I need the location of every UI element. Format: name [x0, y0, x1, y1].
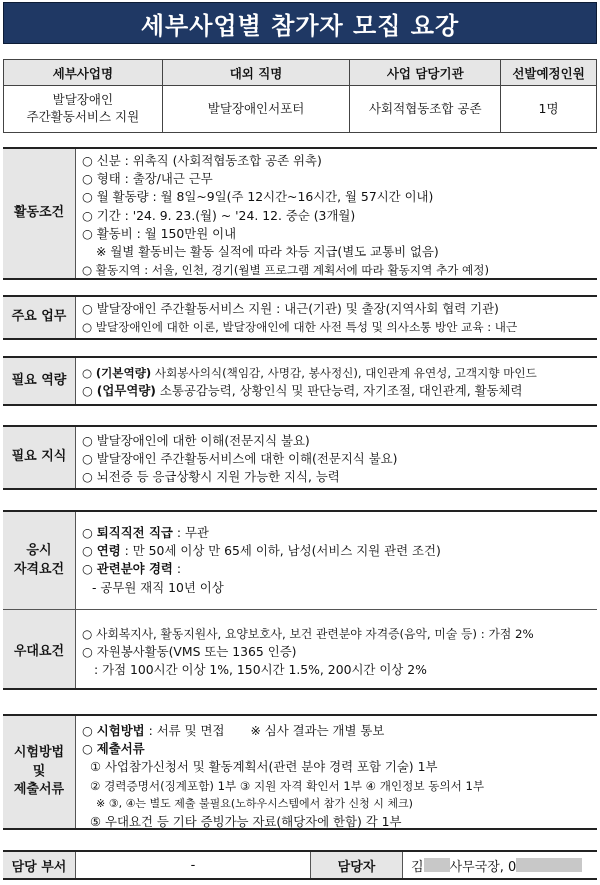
- competency-basic-text: 사회봉사의식(책임감, 사명감, 봉사정신), 대인관계 유연성, 고객지향 마인드: [151, 366, 537, 380]
- project-name-cell: [4, 86, 163, 133]
- footer-contact-value: [403, 852, 597, 878]
- competency-basic: ○ (기본역량) 사회봉사의식(책임감, 사명감, 봉사정신), 대인관계 유연성, 고객지향 마인드: [82, 366, 537, 380]
- competency-work-text: 소통공감능력, 상황인식 및 판단능력, 자기조절, 대인관계, 활동체력: [155, 383, 523, 399]
- exam-doc-line: ⑤ 우대요건 등 기타 증빙가능 자료(해당자에 한함) 각 1부: [90, 813, 402, 828]
- eligibility-career-detail: - 공무원 재직 10년 이상: [92, 579, 224, 595]
- section-preference-label: 우대요건: [3, 610, 76, 688]
- exam-label-line3: 제출서류: [13, 782, 65, 798]
- position-cell: 발달장애인서포터: [162, 86, 350, 133]
- header-count: 선발예정인원: [501, 60, 597, 86]
- redacted-phone: [516, 858, 582, 872]
- section-knowledge: [3, 425, 597, 490]
- eligibility-rank: ○ 퇴직직전 직급 : 무관: [82, 525, 209, 540]
- knowledge-line: ○ 뇌전증 등 응급상황시 지원 가능한 지식, 능력: [82, 469, 340, 485]
- eligibility-label-line2: 자격요건: [13, 561, 65, 577]
- header-project: 세부사업명: [4, 60, 163, 86]
- exam-doc-line: ① 사업참가신청서 및 활동계획서(관련 분야 경력 포함 기술) 1부: [90, 759, 438, 775]
- activity-line: ○ 월 활동량 : 월 8일~9일(주 12시간~16시간, 월 57시간 이내): [82, 189, 434, 205]
- exam-docs: ○ 제출서류: [82, 741, 145, 757]
- exam-doc-note: ※ ③, ④는 별도 제출 불필요(노하우시스템에서 참가 신청 시 체크): [96, 796, 413, 810]
- section-preference-body: [76, 610, 597, 688]
- section-eligibility: [3, 510, 597, 610]
- activity-line: ○ 기간 : '24. 9. 23.(월) ~ '24. 12. 중순 (3개월): [82, 207, 356, 223]
- knowledge-line: ○ 발달장애인 주간활동서비스에 대한 이해(전문지식 불요): [82, 451, 398, 467]
- section-exam-body: [76, 716, 597, 828]
- competency-basic-key: (기본역량): [95, 366, 152, 380]
- section-duties: [3, 295, 597, 340]
- page-title: 세부사업별 참가자 모집 요강: [3, 2, 597, 44]
- exam-method-note: ※ 심사 결과는 개별 통보: [250, 723, 385, 738]
- section-duties-body: [76, 297, 597, 338]
- eligibility-label-line1: 응시: [26, 542, 52, 558]
- section-competency: [3, 356, 597, 406]
- exam-method-key: 시험방법: [96, 723, 145, 738]
- activity-note: ※ 월별 활동비는 활동 실적에 따라 차등 지급(별도 교통비 없음): [96, 243, 439, 259]
- footer-dept-label: 담당 부서: [3, 852, 76, 878]
- exam-doc-line: ② 경력증명서(징계포함) 1부 ③ 지원 자격 확인서 1부 ④ 개인정보 동의서 1부: [90, 778, 485, 793]
- section-competency-body: [76, 358, 597, 404]
- eligibility-age-text: : 만 50세 이상 만 65세 이하, 남성(서비스 지원 관련 조건): [120, 543, 441, 559]
- eligibility-age: ○ 연령 : 만 50세 이상 만 65세 이하, 남성(서비스 지원 관련 조건): [82, 543, 441, 559]
- eligibility-career-text: :: [172, 561, 182, 577]
- footer-contact-label: 담당자: [311, 852, 403, 878]
- count-cell: 1명: [501, 86, 597, 133]
- footer-dept-value: -: [76, 852, 311, 878]
- agency-cell: 사회적협동조합 공존: [350, 86, 501, 133]
- section-knowledge-body: [76, 427, 597, 488]
- section-exam: [3, 714, 597, 830]
- project-name-line1: 발달장애인: [52, 92, 114, 108]
- eligibility-age-key: 연령: [96, 543, 121, 559]
- eligibility-rank-text: : 무관: [172, 525, 209, 540]
- activity-line: ○ 신분 : 위촉직 (사회적협동조합 공존 위촉): [82, 153, 322, 168]
- exam-method: ○ 시험방법 : 서류 및 면접 ※ 심사 결과는 개별 통보: [82, 723, 385, 738]
- summary-table: [3, 59, 597, 133]
- activity-line: ○ 형태 : 출장/내근 근무: [82, 171, 213, 187]
- section-activity-label: 활동조건: [3, 149, 76, 278]
- competency-work-key: (업무역량): [96, 383, 156, 399]
- eligibility-career: ○ 관련분야 경력 :: [82, 561, 182, 577]
- section-preference: [3, 610, 597, 690]
- activity-line: ○ 활동지역 : 서울, 인천, 경기(월별 프로그램 계획서에 따라 활동지역 추가 예정): [82, 263, 489, 278]
- exam-docs-key: 제출서류: [96, 741, 145, 757]
- activity-line: ○ 활동비 : 월 150만원 이내: [82, 225, 237, 241]
- section-knowledge-label: 필요 지식: [3, 427, 76, 488]
- section-exam-label: [3, 716, 76, 828]
- preference-line: ○ 자원봉사활동(VMS 또는 1365 인증): [82, 644, 297, 660]
- contact-middle: 사무국장, 0: [449, 859, 517, 875]
- section-competency-label: 필요 역량: [3, 358, 76, 404]
- preference-line: : 가점 100시간 이상 1%, 150시간 1.5%, 200시간 이상 2%: [94, 662, 427, 678]
- redacted-name: [424, 858, 450, 872]
- project-name-line2: 주간활동서비스 지원: [26, 109, 140, 124]
- section-activity: [3, 147, 597, 280]
- exam-label-line2: 및: [32, 763, 46, 779]
- knowledge-line: ○ 발달장애인에 대한 이해(전문지식 불요): [82, 433, 310, 448]
- footer-contact: [3, 850, 597, 880]
- section-eligibility-label: [3, 512, 76, 609]
- duty-line: ○ 발달장애인에 대한 이론, 발달장애인에 대한 사전 특성 및 의사소통 방안 교육 : 내근: [82, 320, 518, 335]
- exam-label-line1: 시험방법: [13, 744, 65, 760]
- eligibility-rank-key: 퇴직직전 직급: [96, 525, 173, 540]
- competency-work: ○ (업무역량) 소통공감능력, 상황인식 및 판단능력, 자기조절, 대인관계, 활동체력: [82, 383, 523, 399]
- header-agency: 사업 담당기관: [350, 60, 501, 86]
- exam-method-text: : 서류 및 면접: [144, 723, 225, 738]
- section-eligibility-body: [76, 512, 597, 609]
- header-position: 대외 직명: [162, 60, 350, 86]
- section-activity-body: [76, 149, 597, 278]
- preference-line: ○ 사회복지사, 활동지원사, 요양보호사, 보건 관련분야 자격증(음악, 미술 등) : 가점 2%: [82, 627, 534, 641]
- contact-prefix: 김: [411, 859, 424, 875]
- eligibility-career-key: 관련분야 경력: [96, 561, 173, 577]
- duty-line: ○ 발달장애인 주간활동서비스 지원 : 내근(기관) 및 출장(지역사회 협력 기관): [82, 301, 499, 316]
- section-duties-label: 주요 업무: [3, 297, 76, 338]
